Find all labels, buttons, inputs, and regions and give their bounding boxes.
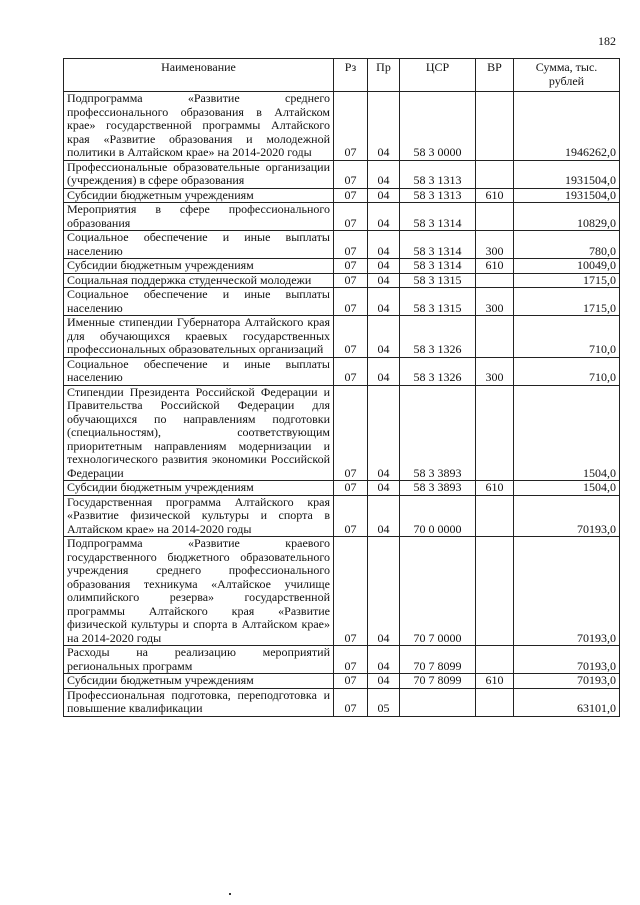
table-row [64, 203, 620, 231]
cell-rz: 07 [334, 288, 368, 316]
cell-rz: 07 [334, 674, 368, 689]
cell-vr [476, 385, 514, 481]
cell-sum: 70193,0 [514, 537, 620, 646]
cell-sum: 710,0 [514, 357, 620, 385]
cell-csr: 58 3 1315 [400, 273, 476, 288]
cell-vr [476, 92, 514, 161]
table-row [64, 357, 620, 385]
cell-name: Субсидии бюджетным учреждениям [64, 188, 334, 203]
cell-pr: 04 [368, 646, 400, 674]
cell-name: Профессиональные образовательные организации (учреждения) в сфере образования [64, 160, 334, 188]
header-pr: Пр [368, 59, 400, 92]
cell-sum: 1504,0 [514, 385, 620, 481]
header-csr: ЦСР [400, 59, 476, 92]
table-row [64, 481, 620, 496]
header-rz: Рз [334, 59, 368, 92]
cell-pr: 04 [368, 357, 400, 385]
table-row [64, 646, 620, 674]
cell-rz: 07 [334, 188, 368, 203]
cell-vr [476, 688, 514, 716]
cell-sum: 70193,0 [514, 495, 620, 537]
cell-csr: 58 3 1326 [400, 357, 476, 385]
cell-rz: 07 [334, 646, 368, 674]
cell-sum: 10829,0 [514, 203, 620, 231]
cell-name: Субсидии бюджетным учреждениям [64, 674, 334, 689]
cell-pr: 04 [368, 259, 400, 274]
cell-csr: 58 3 1315 [400, 288, 476, 316]
cell-csr: 70 7 0000 [400, 537, 476, 646]
cell-csr [400, 688, 476, 716]
cell-sum: 710,0 [514, 316, 620, 358]
cell-vr [476, 160, 514, 188]
cell-name: Социальное обеспечение и иные выплаты населению [64, 357, 334, 385]
table-row [64, 537, 620, 646]
cell-sum: 1931504,0 [514, 188, 620, 203]
cell-vr [476, 316, 514, 358]
cell-sum: 63101,0 [514, 688, 620, 716]
cell-vr: 300 [476, 357, 514, 385]
table-row [64, 288, 620, 316]
cell-vr [476, 537, 514, 646]
cell-pr: 04 [368, 537, 400, 646]
table-row [64, 273, 620, 288]
cell-name: Субсидии бюджетным учреждениям [64, 481, 334, 496]
cell-pr: 04 [368, 203, 400, 231]
scan-dot [229, 893, 231, 895]
cell-rz: 07 [334, 385, 368, 481]
cell-vr: 300 [476, 288, 514, 316]
cell-csr: 58 3 1314 [400, 203, 476, 231]
cell-rz: 07 [334, 259, 368, 274]
table-row [64, 92, 620, 161]
header-sum: Сумма, тыс. рублей [514, 59, 620, 92]
cell-name: Именные стипендии Губернатора Алтайского края для обучающихся краевых государственных профессиональных образовательных организаций [64, 316, 334, 358]
cell-rz: 07 [334, 203, 368, 231]
cell-name: Подпрограмма «Развитие среднего профессионального образования в Алтайском крае» государственной программы Алтайского края «Развитие образования и молодежной политики в Алтайском крае» на 2014-2020 годы [64, 92, 334, 161]
cell-sum: 1715,0 [514, 273, 620, 288]
cell-rz: 07 [334, 537, 368, 646]
cell-rz: 07 [334, 357, 368, 385]
cell-sum: 1715,0 [514, 288, 620, 316]
cell-sum: 1931504,0 [514, 160, 620, 188]
header-vr: ВР [476, 59, 514, 92]
cell-pr: 04 [368, 481, 400, 496]
cell-name: Государственная программа Алтайского края «Развитие физической культуры и спорта в Алтайском крае» на 2014-2020 годы [64, 495, 334, 537]
cell-pr: 04 [368, 316, 400, 358]
cell-rz: 07 [334, 688, 368, 716]
cell-rz: 07 [334, 495, 368, 537]
cell-vr: 610 [476, 674, 514, 689]
table-row [64, 688, 620, 716]
cell-name: Социальное обеспечение и иные выплаты населению [64, 231, 334, 259]
cell-sum: 1946262,0 [514, 92, 620, 161]
cell-pr: 04 [368, 160, 400, 188]
cell-vr [476, 203, 514, 231]
cell-rz: 07 [334, 273, 368, 288]
cell-sum: 70193,0 [514, 646, 620, 674]
cell-rz: 07 [334, 92, 368, 161]
cell-sum: 70193,0 [514, 674, 620, 689]
cell-pr: 04 [368, 288, 400, 316]
table-row [64, 495, 620, 537]
table-row [64, 674, 620, 689]
table-row [64, 188, 620, 203]
table-row [64, 316, 620, 358]
cell-name: Социальное обеспечение и иные выплаты населению [64, 288, 334, 316]
table-header-row [64, 59, 620, 92]
cell-sum: 780,0 [514, 231, 620, 259]
cell-csr: 58 3 1326 [400, 316, 476, 358]
cell-pr: 04 [368, 231, 400, 259]
cell-vr [476, 273, 514, 288]
cell-rz: 07 [334, 316, 368, 358]
cell-pr: 04 [368, 385, 400, 481]
table-row [64, 385, 620, 481]
cell-name: Стипендии Президента Российской Федерации и Правительства Российской Федерации для обучающихся по направлениям подготовки (специальностям), соответствующим приоритетным направлениям модернизации и технологического развития экономики Российской Федерации [64, 385, 334, 481]
cell-csr: 58 3 3893 [400, 481, 476, 496]
budget-table [63, 58, 620, 717]
cell-csr: 58 3 1314 [400, 231, 476, 259]
cell-pr: 04 [368, 273, 400, 288]
page-number: 182 [598, 34, 616, 48]
cell-csr: 70 0 0000 [400, 495, 476, 537]
cell-vr: 610 [476, 188, 514, 203]
cell-name: Расходы на реализацию мероприятий региональных программ [64, 646, 334, 674]
cell-rz: 07 [334, 160, 368, 188]
header-name: Наименование [64, 59, 334, 92]
cell-pr: 04 [368, 92, 400, 161]
cell-csr: 58 3 1314 [400, 259, 476, 274]
cell-vr: 610 [476, 259, 514, 274]
cell-csr: 58 3 1313 [400, 160, 476, 188]
cell-name: Профессиональная подготовка, переподготовка и повышение квалификации [64, 688, 334, 716]
cell-pr: 05 [368, 688, 400, 716]
cell-vr: 300 [476, 231, 514, 259]
cell-csr: 70 7 8099 [400, 674, 476, 689]
cell-name: Подпрограмма «Развитие краевого государственного бюджетного образовательного учреждения среднего профессионального образования техникума «Алтайское училище олимпийского резерва» государственной программы Алтайского края «Развитие физической культуры и спорта в Алтайском крае» на 2014-2020 годы [64, 537, 334, 646]
cell-vr [476, 646, 514, 674]
cell-name: Мероприятия в сфере профессионального образования [64, 203, 334, 231]
cell-rz: 07 [334, 231, 368, 259]
table-row [64, 259, 620, 274]
cell-sum: 1504,0 [514, 481, 620, 496]
cell-sum: 10049,0 [514, 259, 620, 274]
cell-rz: 07 [334, 481, 368, 496]
cell-name: Субсидии бюджетным учреждениям [64, 259, 334, 274]
table-row [64, 231, 620, 259]
cell-pr: 04 [368, 495, 400, 537]
cell-csr: 58 3 0000 [400, 92, 476, 161]
cell-vr [476, 495, 514, 537]
cell-csr: 58 3 3893 [400, 385, 476, 481]
cell-pr: 04 [368, 188, 400, 203]
cell-csr: 70 7 8099 [400, 646, 476, 674]
table-row [64, 160, 620, 188]
cell-csr: 58 3 1313 [400, 188, 476, 203]
cell-vr: 610 [476, 481, 514, 496]
cell-name: Социальная поддержка студенческой молодежи [64, 273, 334, 288]
cell-pr: 04 [368, 674, 400, 689]
